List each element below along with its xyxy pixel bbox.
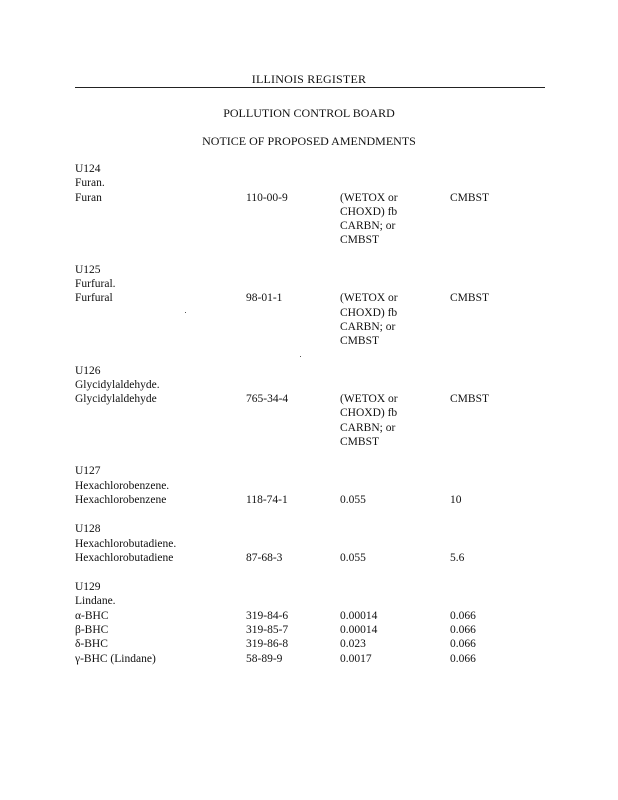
waste-group-name: Glycidylaldehyde. bbox=[75, 378, 160, 391]
wastewater-standard-line: CMBST bbox=[340, 234, 379, 247]
constituent-name: Furfural bbox=[75, 292, 113, 305]
waste-group-line bbox=[75, 594, 555, 608]
waste-group-name: Lindane. bbox=[75, 595, 116, 608]
scan-speck bbox=[300, 356, 301, 357]
constituent-name: δ-BHC bbox=[75, 638, 108, 651]
wastewater-standard bbox=[340, 493, 366, 507]
waste-group-name: Hexachlorobenzene. bbox=[75, 479, 170, 492]
nonwastewater-standard: CMBST bbox=[450, 191, 489, 204]
waste-code-table bbox=[75, 162, 555, 681]
constituent-row bbox=[75, 652, 555, 666]
wastewater-standard-line: CMBST bbox=[340, 436, 379, 449]
waste-group-name: Furfural. bbox=[75, 278, 116, 291]
waste-group-line bbox=[75, 537, 555, 551]
nonwastewater-standard: 5.6 bbox=[450, 551, 465, 564]
constituent-row bbox=[75, 551, 555, 565]
wastewater-standard bbox=[340, 609, 377, 623]
constituent-row bbox=[75, 291, 555, 348]
nonwastewater-standard: CMBST bbox=[450, 292, 489, 305]
waste-entry bbox=[75, 522, 555, 565]
waste-entry bbox=[75, 464, 555, 507]
wastewater-standard bbox=[340, 623, 377, 637]
wastewater-standard-line: CHOXD) fb bbox=[340, 306, 398, 319]
wastewater-standard bbox=[340, 291, 398, 348]
header-rule bbox=[75, 87, 545, 88]
waste-code-line bbox=[75, 364, 555, 378]
cas-number: 765-34-4 bbox=[246, 393, 289, 406]
waste-code: U125 bbox=[75, 263, 101, 276]
cas-number: 110-00-9 bbox=[246, 191, 288, 204]
waste-code-line bbox=[75, 464, 555, 478]
constituent-row bbox=[75, 392, 555, 449]
cas-number: 319-84-6 bbox=[246, 609, 289, 622]
constituent-name: Glycidylaldehyde bbox=[75, 393, 157, 406]
cas-number: 87-68-3 bbox=[246, 551, 283, 564]
cas-number: 319-86-8 bbox=[246, 638, 289, 651]
wastewater-standard-line: (WETOX or bbox=[340, 191, 398, 204]
wastewater-standard-line: CARBN; or bbox=[340, 220, 396, 233]
waste-entry bbox=[75, 364, 555, 450]
waste-code: U129 bbox=[75, 581, 101, 594]
waste-group-line bbox=[75, 378, 555, 392]
wastewater-standard bbox=[340, 392, 398, 449]
register-title: ILLINOIS REGISTER bbox=[251, 72, 367, 86]
constituent-row bbox=[75, 191, 555, 248]
waste-code-line bbox=[75, 522, 555, 536]
waste-group-name: Furan. bbox=[75, 177, 105, 190]
nonwastewater-standard: 0.066 bbox=[450, 624, 476, 637]
waste-entry bbox=[75, 162, 555, 248]
wastewater-standard-line: 0.055 bbox=[340, 551, 366, 564]
constituent-row bbox=[75, 609, 555, 623]
board-name: POLLUTION CONTROL BOARD bbox=[223, 106, 395, 120]
waste-code: U124 bbox=[75, 163, 101, 175]
wastewater-standard-line: 0.023 bbox=[340, 638, 366, 651]
constituent-name: α-BHC bbox=[75, 609, 109, 622]
nonwastewater-standard: 0.066 bbox=[450, 638, 476, 651]
waste-code-line bbox=[75, 580, 555, 594]
wastewater-standard-line: CMBST bbox=[340, 335, 379, 348]
waste-code-line bbox=[75, 263, 555, 277]
cas-number: 58-89-9 bbox=[246, 652, 283, 665]
wastewater-standard-line: (WETOX or bbox=[340, 393, 398, 406]
nonwastewater-standard: 0.066 bbox=[450, 609, 476, 622]
wastewater-standard bbox=[340, 191, 398, 248]
wastewater-standard bbox=[340, 551, 366, 565]
wastewater-standard-line: (WETOX or bbox=[340, 292, 398, 305]
waste-code: U127 bbox=[75, 465, 101, 478]
wastewater-standard-line: CARBN; or bbox=[340, 320, 396, 333]
constituent-row bbox=[75, 623, 555, 637]
wastewater-standard-line: CHOXD) fb bbox=[340, 407, 398, 420]
nonwastewater-standard: CMBST bbox=[450, 393, 489, 406]
wastewater-standard-line: 0.00014 bbox=[340, 609, 378, 622]
nonwastewater-standard: 10 bbox=[450, 493, 462, 506]
waste-group-line bbox=[75, 277, 555, 291]
constituent-name: γ-BHC (Lindane) bbox=[75, 652, 156, 665]
notice-title: NOTICE OF PROPOSED AMENDMENTS bbox=[202, 134, 416, 148]
wastewater-standard bbox=[340, 637, 366, 651]
nonwastewater-standard: 0.066 bbox=[450, 652, 476, 665]
cas-number: 98-01-1 bbox=[246, 292, 283, 305]
waste-entry bbox=[75, 263, 555, 349]
constituent-row bbox=[75, 637, 555, 651]
waste-group-name: Hexachlorobutadiene. bbox=[75, 537, 177, 550]
scan-speck bbox=[185, 312, 186, 313]
constituent-name: β-BHC bbox=[75, 624, 109, 637]
constituent-name: Hexachlorobutadiene bbox=[75, 551, 174, 564]
constituent-name: Furan bbox=[75, 191, 102, 204]
wastewater-standard bbox=[340, 652, 372, 666]
waste-entry bbox=[75, 580, 555, 666]
wastewater-standard-line: 0.0017 bbox=[340, 652, 372, 665]
wastewater-standard-line: 0.00014 bbox=[340, 624, 378, 637]
constituent-row bbox=[75, 493, 555, 507]
wastewater-standard-line: CARBN; or bbox=[340, 421, 396, 434]
constituent-name: Hexachlorobenzene bbox=[75, 493, 167, 506]
waste-group-line bbox=[75, 479, 555, 493]
waste-code: U128 bbox=[75, 523, 101, 536]
cas-number: 319-85-7 bbox=[246, 624, 289, 637]
cas-number: 118-74-1 bbox=[246, 493, 288, 506]
waste-code-line bbox=[75, 162, 555, 176]
waste-code: U126 bbox=[75, 364, 101, 377]
wastewater-standard-line: 0.055 bbox=[340, 493, 366, 506]
wastewater-standard-line: CHOXD) fb bbox=[340, 205, 398, 218]
waste-group-line bbox=[75, 176, 555, 190]
